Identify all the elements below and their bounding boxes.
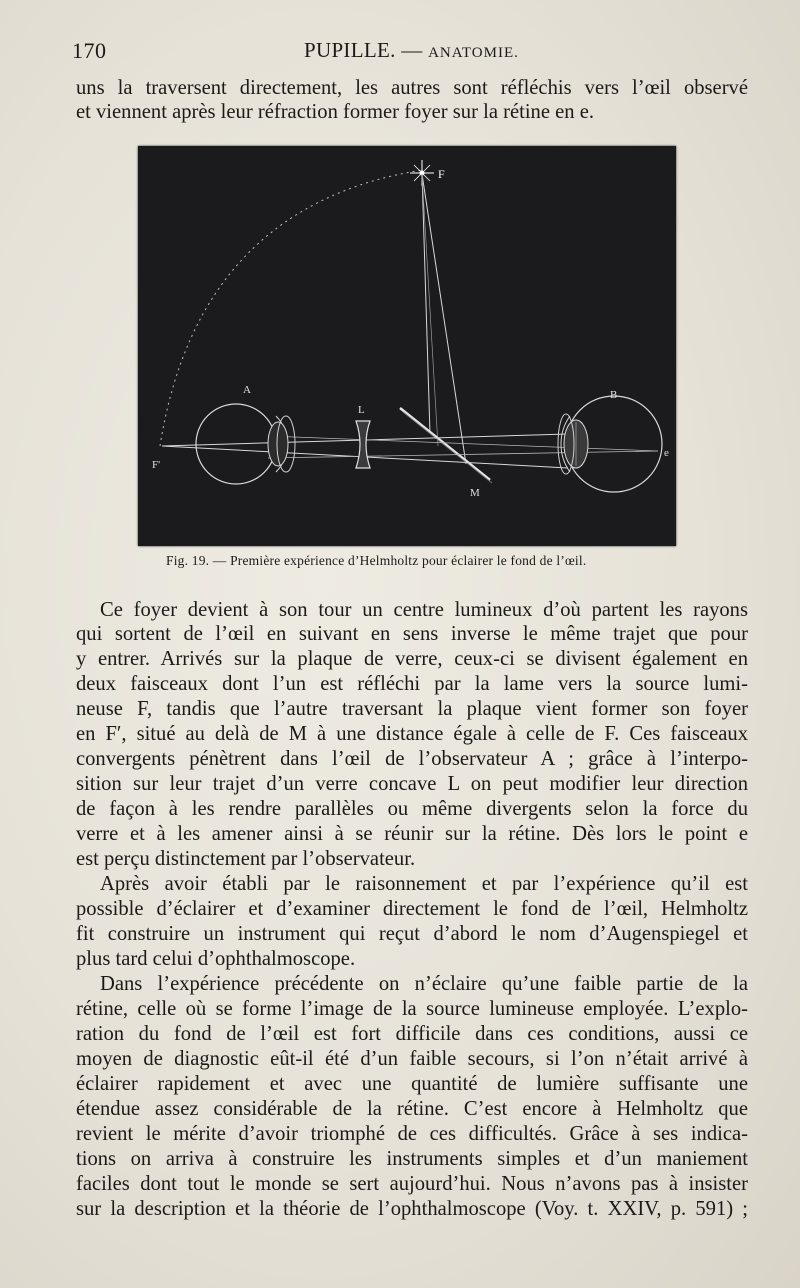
text-line: neuse F, tandis que l’autre traversant la plaque vient former son foyer bbox=[76, 698, 748, 720]
text-line: fit construire un instrument qui reçut d’abord le nom d’Augenspiegel et bbox=[76, 923, 748, 945]
figure-caption: Fig. 19. — Première expérience d’Helmholtz pour éclairer le fond de l’œil. bbox=[166, 553, 587, 568]
label-e: e bbox=[664, 447, 669, 459]
text-line: qui sortent de l’œil en suivant en sens inverse le même trajet que pour bbox=[76, 623, 748, 645]
text-line: convergents pénètrent dans l’œil de l’observateur A ; grâce à l’interpo- bbox=[76, 748, 748, 770]
text-line: verre et à les amener ainsi à se réunir sur la rétine. Dès lors le point e bbox=[76, 823, 748, 845]
text-line: moyen de diagnostic eût-il été d’un faible secours, si l’on n’était arrivé à bbox=[76, 1048, 748, 1070]
label-m: M bbox=[470, 487, 480, 499]
text-line: Ce foyer devient à son tour un centre lumineux d’où partent les rayons bbox=[100, 599, 748, 621]
text-line: tions on arriva à construire les instruments simples et d’un maniement bbox=[76, 1148, 748, 1170]
figure-illustration bbox=[138, 146, 676, 546]
text-line: rétine, celle où se forme l’image de la source lumineuse employée. L’explo- bbox=[76, 998, 748, 1020]
label-f-prime: F' bbox=[152, 459, 161, 471]
text-line: de façon à les rendre parallèles ou même divergents selon la force du bbox=[76, 798, 748, 820]
text-line: sition sur leur trajet d’un verre concave L on peut modifier leur direction bbox=[76, 773, 748, 795]
text-line: sur la description et la théorie de l’ophthalmoscope (Voy. t. XXIV, p. 591) ; bbox=[76, 1198, 748, 1220]
text-line: Dans l’expérience précédente on n’éclaire qu’une faible partie de la bbox=[100, 973, 748, 995]
label-b: B bbox=[610, 389, 618, 401]
text-line: ration du fond de l’œil est fort difficile dans ces conditions, aussi ce bbox=[76, 1023, 748, 1045]
running-title-sub: ANATOMIE. bbox=[428, 45, 519, 61]
text-line: est perçu distinctement par l’observateur. bbox=[76, 848, 416, 870]
page-number: 170 bbox=[72, 38, 107, 63]
page-header bbox=[72, 38, 748, 68]
text-line: deux faisceaux dont l’un est réfléchi par la lame vers la source lumi- bbox=[76, 673, 748, 695]
text-line: Après avoir établi par le raisonnement et par l’expérience qu’il est bbox=[100, 873, 748, 895]
label-f: F bbox=[438, 167, 445, 181]
label-l: L bbox=[358, 404, 365, 416]
text-line: éclairer rapidement et avec une quantité de lumière suffisante une bbox=[76, 1073, 748, 1095]
text-line: uns la traversent directement, les autres sont réfléchis vers l’œil observé bbox=[76, 77, 748, 99]
text-line: possible d’éclairer et d’examiner directement le fond de l’œil, Helmholtz bbox=[76, 898, 748, 920]
running-title bbox=[304, 38, 519, 63]
helmholtz-experiment-diagram bbox=[138, 146, 676, 546]
figure-background bbox=[138, 146, 676, 546]
text-line: revient le mérite d’avoir triomphé de ces difficultés. Grâce à ses indica- bbox=[76, 1123, 748, 1145]
text-line: plus tard celui d’ophthalmoscope. bbox=[76, 948, 356, 970]
text-line: y entrer. Arrivés sur la plaque de verre, ceux-ci se divisent également en bbox=[76, 648, 748, 670]
text-line: et viennent après leur réfraction former foyer sur la rétine en e. bbox=[76, 101, 595, 123]
text-line: en F′, situé au delà de M à une distance égale à celle de F. Ces faisceaux bbox=[76, 723, 748, 745]
running-title-separator: — bbox=[395, 38, 429, 62]
text-line: étendue assez considérable de la rétine. C’est encore à Helmholtz que bbox=[76, 1098, 748, 1120]
label-a: A bbox=[243, 384, 251, 396]
running-title-main: PUPILLE. bbox=[304, 38, 396, 62]
text-line: faciles dont tout le monde se sert aujourd’hui. Nous n’avons pas à insister bbox=[76, 1173, 748, 1195]
